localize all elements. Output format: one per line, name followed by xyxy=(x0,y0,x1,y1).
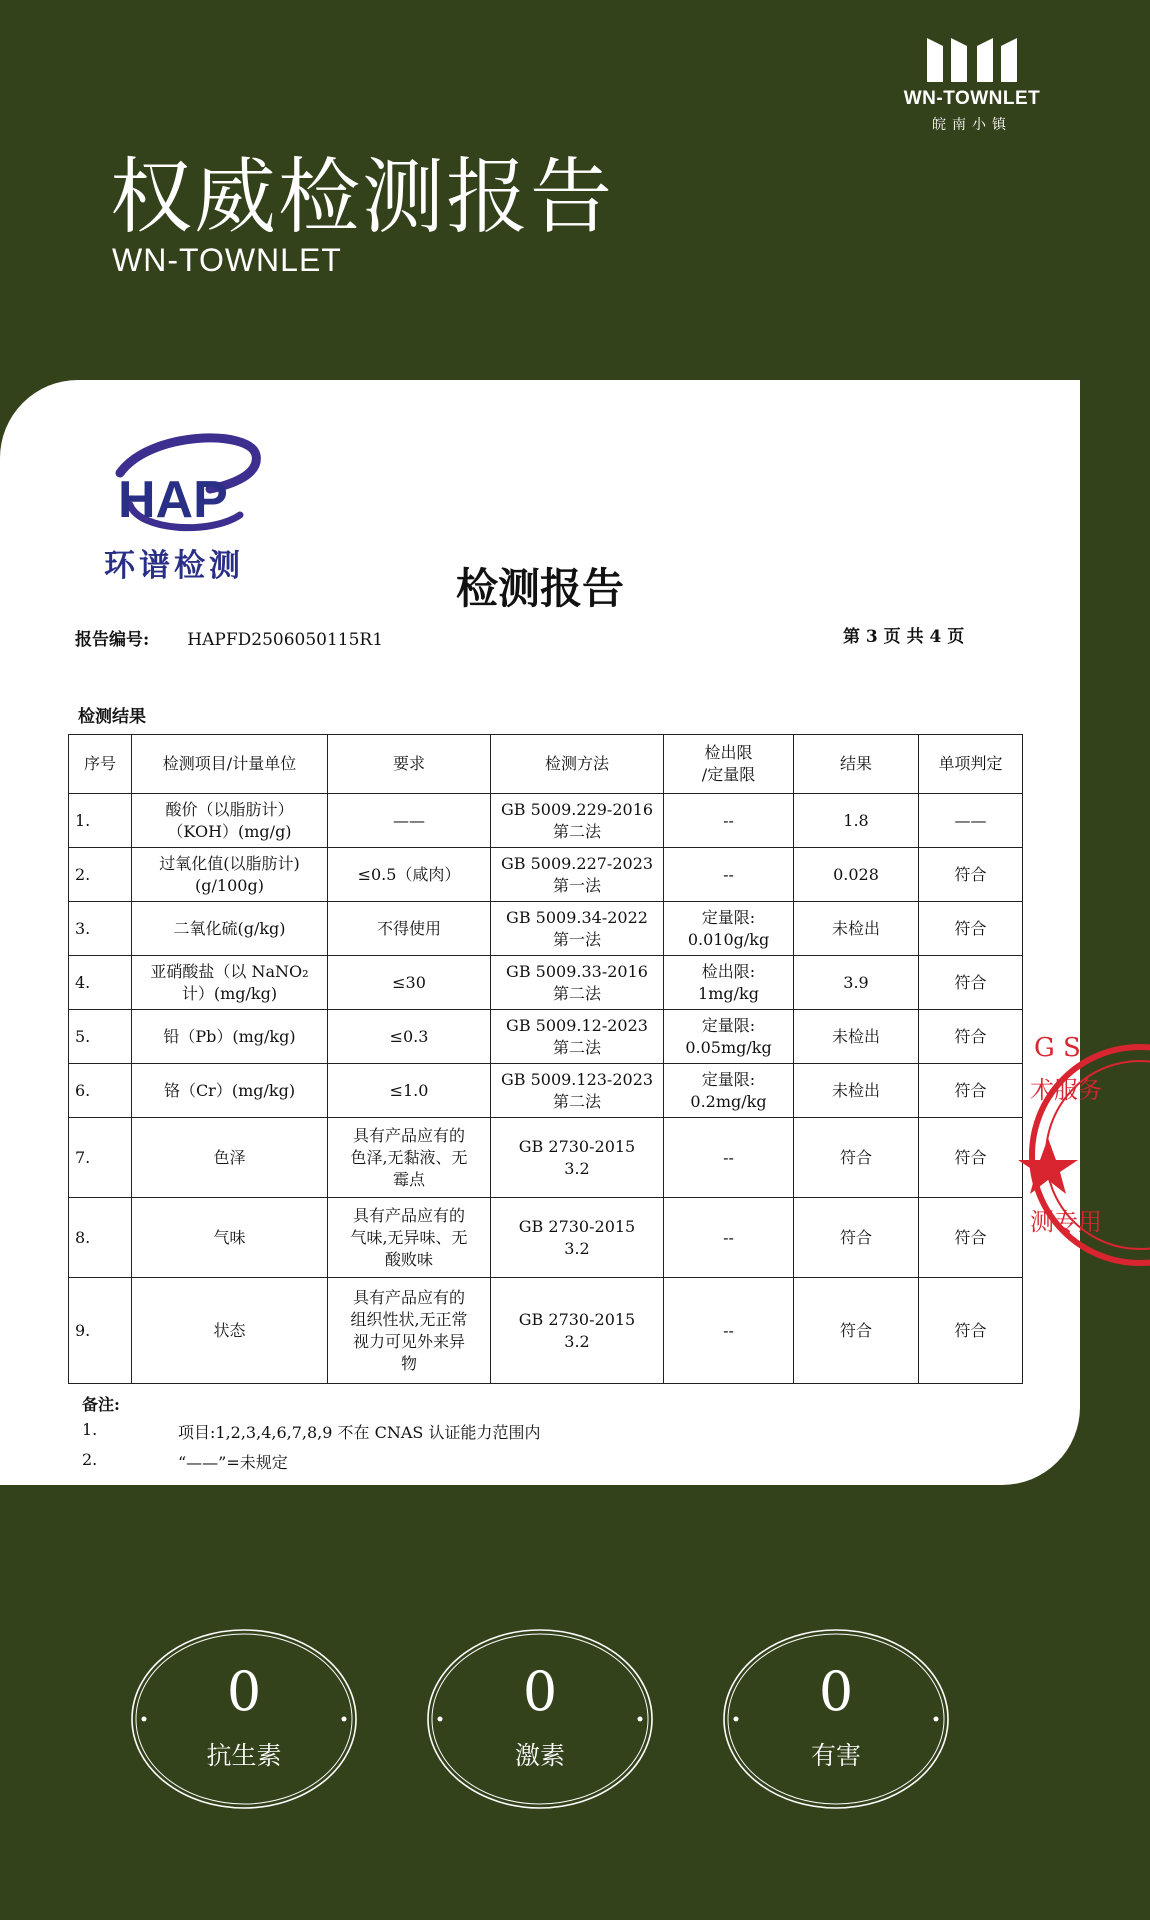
hap-logo-icon xyxy=(100,435,270,545)
col-item: 亚硝酸盐（以 NaNO₂ 计）(mg/kg) xyxy=(132,956,328,1010)
header-col-method: 检测方法 xyxy=(491,735,664,794)
official-stamp-icon xyxy=(1030,1020,1150,1290)
note-text: 项目:1,2,3,4,6,7,8,9 不在 CNAS 认证能力范围内 xyxy=(178,1423,541,1442)
page-title: 权威检测报告 xyxy=(110,150,615,245)
table-row xyxy=(69,1198,1023,1278)
lab-name: 环谱检测 xyxy=(104,548,244,584)
col-index: 4. xyxy=(69,956,132,1010)
col-method: GB 5009.229-2016 第二法 xyxy=(491,794,664,848)
col-judgement: 符合 xyxy=(919,1118,1023,1198)
table-row xyxy=(69,956,1023,1010)
col-index: 8. xyxy=(69,1198,132,1278)
col-method: GB 2730-2015 3.2 xyxy=(491,1278,664,1384)
col-limit: 检出限: 1mg/kg xyxy=(664,956,794,1010)
col-result: 符合 xyxy=(794,1278,919,1384)
col-judgement: 符合 xyxy=(919,1198,1023,1278)
table-row xyxy=(69,848,1023,902)
col-result: 符合 xyxy=(794,1198,919,1278)
col-judgement: 符合 xyxy=(919,848,1023,902)
col-limit: -- xyxy=(664,1278,794,1384)
col-judgement: 符合 xyxy=(919,1064,1023,1118)
col-method: GB 2730-2015 3.2 xyxy=(491,1198,664,1278)
col-requirement: —— xyxy=(328,794,491,848)
col-result: 未检出 xyxy=(794,1064,919,1118)
table-row xyxy=(69,1010,1023,1064)
col-method: GB 5009.123-2023 第二法 xyxy=(491,1064,664,1118)
header-col-result: 结果 xyxy=(794,735,919,794)
col-requirement: 具有产品应有的 组织性状,无正常 视力可见外来异 物 xyxy=(328,1278,491,1384)
col-requirement: ≤30 xyxy=(328,956,491,1010)
col-method: GB 5009.227-2023 第一法 xyxy=(491,848,664,902)
col-item: 过氧化值(以脂肪计) (g/100g) xyxy=(132,848,328,902)
badge-label: 激素 xyxy=(514,1741,565,1770)
col-method: GB 5009.12-2023 第二法 xyxy=(491,1010,664,1064)
badge-harmful xyxy=(722,1628,950,1810)
table-header-row xyxy=(69,735,1023,794)
col-judgement: 符合 xyxy=(919,956,1023,1010)
col-result: 3.9 xyxy=(794,956,919,1010)
badge-label: 抗生素 xyxy=(206,1741,282,1770)
stamp-text-top: G S xyxy=(1034,1033,1081,1063)
col-index: 3. xyxy=(69,902,132,956)
col-item: 状态 xyxy=(132,1278,328,1384)
col-limit: -- xyxy=(664,794,794,848)
stamp-text-mid: 术服务 xyxy=(1030,1076,1102,1104)
header-col-limit: 检出限 /定量限 xyxy=(664,735,794,794)
col-limit: 定量限: 0.05mg/kg xyxy=(664,1010,794,1064)
col-limit: 定量限: 0.010g/kg xyxy=(664,902,794,956)
badge-value: 0 xyxy=(226,1660,262,1723)
col-judgement: 符合 xyxy=(919,902,1023,956)
report-number-label: 报告编号: xyxy=(75,630,150,650)
col-item: 气味 xyxy=(132,1198,328,1278)
col-requirement: 具有产品应有的 色泽,无黏液、无 霉点 xyxy=(328,1118,491,1198)
col-limit: -- xyxy=(664,1198,794,1278)
brand-name-cn: 皖南小镇 xyxy=(932,117,1012,133)
brand-name-en: WN-TOWNLET xyxy=(903,88,1041,109)
page-subtitle: WN-TOWNLET xyxy=(112,242,342,278)
badge-value: 0 xyxy=(818,1660,854,1723)
col-method: GB 5009.34-2022 第一法 xyxy=(491,902,664,956)
header-col-item: 检测项目/计量单位 xyxy=(132,735,328,794)
col-requirement: ≤0.5（咸肉） xyxy=(328,848,491,902)
col-requirement: 不得使用 xyxy=(328,902,491,956)
col-item: 二氧化硫(g/kg) xyxy=(132,902,328,956)
col-index: 5. xyxy=(69,1010,132,1064)
col-method: GB 2730-2015 3.2 xyxy=(491,1118,664,1198)
col-requirement: ≤0.3 xyxy=(328,1010,491,1064)
col-judgement: 符合 xyxy=(919,1010,1023,1064)
col-result: 未检出 xyxy=(794,902,919,956)
col-judgement: 符合 xyxy=(919,1278,1023,1384)
col-result: 符合 xyxy=(794,1118,919,1198)
col-item: 酸价（以脂肪计） （KOH）(mg/g) xyxy=(132,794,328,848)
table-row xyxy=(69,1118,1023,1198)
note-item xyxy=(82,1450,288,1472)
report-number-value: HAPFD2506050115R1 xyxy=(187,630,384,650)
report-card xyxy=(0,380,1102,1485)
col-result: 未检出 xyxy=(794,1010,919,1064)
note-number: 1. xyxy=(82,1420,98,1439)
note-number: 2. xyxy=(82,1450,98,1469)
results-table xyxy=(68,734,1023,1384)
header-col-judgement: 单项判定 xyxy=(919,735,1023,794)
col-item: 铅（Pb）(mg/kg) xyxy=(132,1010,328,1064)
badge-antibiotics xyxy=(130,1628,358,1810)
notes-title: 备注: xyxy=(82,1395,120,1414)
header-col-requirement: 要求 xyxy=(328,735,491,794)
note-item xyxy=(82,1420,541,1442)
badge-value: 0 xyxy=(522,1660,558,1723)
col-index: 6. xyxy=(69,1064,132,1118)
table-body xyxy=(69,794,1023,1384)
document-title: 检测报告 xyxy=(455,564,624,613)
col-index: 1. xyxy=(69,794,132,848)
badge-hormones xyxy=(426,1628,654,1810)
col-limit: 定量限: 0.2mg/kg xyxy=(664,1064,794,1118)
header-col-index: 序号 xyxy=(69,735,132,794)
table-row xyxy=(69,1278,1023,1384)
report-number xyxy=(75,625,383,650)
col-index: 7. xyxy=(69,1118,132,1198)
col-index: 9. xyxy=(69,1278,132,1384)
page-info: 第 3 页 共 4 页 xyxy=(843,627,965,647)
col-limit: -- xyxy=(664,848,794,902)
wn-bars-logo-icon xyxy=(927,38,1017,82)
col-limit: -- xyxy=(664,1118,794,1198)
col-result: 1.8 xyxy=(794,794,919,848)
section-label: 检测结果 xyxy=(78,707,146,727)
col-item: 铬（Cr）(mg/kg) xyxy=(132,1064,328,1118)
col-result: 0.028 xyxy=(794,848,919,902)
stamp-text-bottom: 测专用 xyxy=(1030,1208,1102,1236)
col-requirement: 具有产品应有的 气味,无异味、无 酸败味 xyxy=(328,1198,491,1278)
table-row xyxy=(69,1064,1023,1118)
col-judgement: —— xyxy=(919,794,1023,848)
note-text: “——”=未规定 xyxy=(178,1453,288,1472)
col-requirement: ≤1.0 xyxy=(328,1064,491,1118)
lab-logo-text: HAP xyxy=(118,471,228,529)
badge-label: 有害 xyxy=(810,1741,861,1770)
brand-logo xyxy=(890,38,1054,134)
table-row xyxy=(69,794,1023,848)
col-item: 色泽 xyxy=(132,1118,328,1198)
table-row xyxy=(69,902,1023,956)
col-method: GB 5009.33-2016 第二法 xyxy=(491,956,664,1010)
col-index: 2. xyxy=(69,848,132,902)
